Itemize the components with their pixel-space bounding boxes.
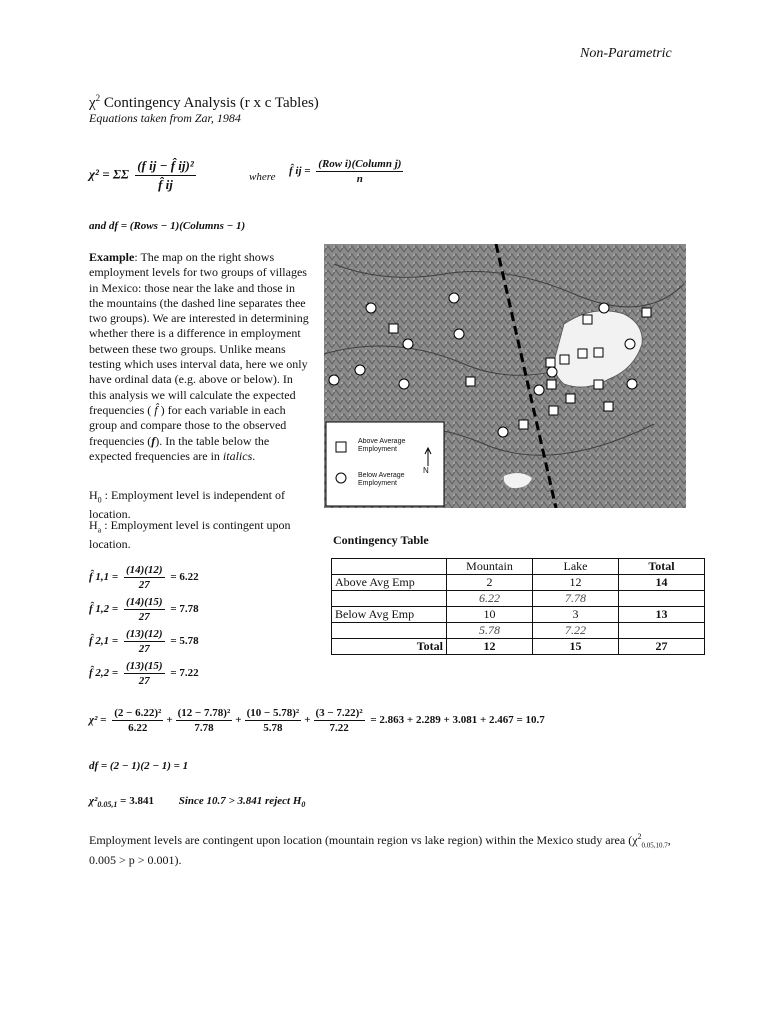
- contingency-table-wrapper: [331, 558, 705, 655]
- f-symbol: f: [151, 433, 156, 448]
- table-header-row: [332, 559, 705, 575]
- table-cell: 12: [533, 575, 619, 591]
- table-cell: 14: [619, 575, 705, 591]
- row-label: Above Avg Emp: [332, 575, 447, 591]
- page-subtitle: Equations taken from Zar, 1984: [89, 111, 241, 125]
- example-text-2: ) for each variable in each group and compare those to the observed frequencies (: [89, 402, 287, 448]
- expected-lhs: f̂ 2,1 =: [89, 635, 119, 648]
- conclusion-paragraph: [89, 829, 689, 868]
- expected-numerator: (13)(15): [125, 660, 163, 672]
- expected-lhs: f̂ 2,2 =: [89, 667, 119, 680]
- chi-calc-result: = 2.863 + 2.289 + 3.081 + 2.467 = 10.7: [370, 714, 545, 727]
- chi-term-numerator: (10 − 5.78)²: [246, 707, 300, 719]
- expected-numerator: (14)(12): [125, 564, 163, 576]
- fhat-symbol: f̂: [154, 402, 158, 417]
- chi-term-denominator: 6.22: [128, 722, 148, 734]
- example-text-3: ). In the table below the expected frequencies are in: [89, 433, 270, 463]
- table-header-cell: Total: [619, 559, 705, 575]
- row-label: Below Avg Emp: [332, 607, 447, 623]
- table-cell: 10: [447, 607, 533, 623]
- expected-frequency-1-2: [89, 596, 199, 623]
- table-cell: 12: [447, 639, 533, 655]
- alternative-hypothesis: [89, 518, 311, 552]
- chi-calc-lhs: χ² =: [89, 714, 107, 727]
- map-graphic: [324, 244, 686, 508]
- table-cell-expected: 5.78: [447, 623, 533, 639]
- expected-frequency-formula: [289, 158, 406, 185]
- expected-denominator: 27: [138, 675, 150, 687]
- h0-label: H: [89, 488, 98, 502]
- critical-lhs: χ²: [89, 795, 98, 807]
- chi-formula-lhs: χ² = ΣΣ: [89, 166, 129, 182]
- critical-number: = 3.841: [117, 795, 154, 807]
- expected-numerator: (14)(15): [125, 596, 163, 608]
- table-row: [332, 623, 705, 639]
- legend-circle-icon: [336, 473, 346, 483]
- df-calculation: df = (2 − 1)(2 − 1) = 1: [89, 760, 189, 772]
- expected-denominator: 27: [138, 611, 150, 623]
- example-label: Example: [89, 250, 135, 264]
- example-end: .: [252, 448, 256, 463]
- chi-square-formula: [89, 158, 199, 193]
- expected-denominator: 27: [138, 579, 150, 591]
- contingency-table: [331, 558, 705, 655]
- table-header-cell: Mountain: [447, 559, 533, 575]
- critical-subscript: 0.05,1: [97, 800, 118, 810]
- chi-term-numerator: (2 − 6.22)²: [114, 707, 162, 719]
- expected-result: = 6.22: [170, 571, 199, 584]
- running-header: Non-Parametric: [580, 46, 672, 61]
- row-label: [332, 623, 447, 639]
- ha-label: H: [89, 518, 98, 532]
- north-label: N: [423, 466, 429, 475]
- chi-square-calculation: χ² = $\frac{\text{(2 − 6.22)²}}{6.22}$ + $\frac{\text{(12 − 7.78)²}}{7.78}$ + $\frac{\text{(10 − 5.78)²}}{5.78}$ + $\frac{\text{(3 − 7.22)²}}{7.22}$ = 2.863 + 2.289 + 3.081 + 2.467 = 10.7: [89, 707, 545, 734]
- italics-word: italics: [222, 448, 253, 463]
- example-paragraph: [89, 250, 311, 464]
- where-label: where: [249, 171, 276, 183]
- expected-lhs: f̂ 1,1 =: [89, 571, 119, 584]
- chi-term-denominator: 7.22: [329, 722, 349, 734]
- legend-above-label: Above Average Employment: [358, 438, 406, 453]
- critical-value: [89, 795, 305, 809]
- table-cell: 13: [619, 607, 705, 623]
- chi-term-denominator: 5.78: [263, 722, 283, 734]
- title-text: Contingency Analysis (r x c Tables): [103, 95, 319, 111]
- expected-numerator: (13)(12): [125, 628, 163, 640]
- row-label: [332, 591, 447, 607]
- ha-text: : Employment level is contingent upon location.: [89, 518, 291, 552]
- chi-term-numerator: (3 − 7.22)²: [315, 707, 363, 719]
- chi-formula-numerator: (f ij − f̂ ij)²: [135, 158, 196, 176]
- table-row: [332, 591, 705, 607]
- page-title: [89, 93, 319, 112]
- h0-text: : Employment level is independent of location.: [89, 488, 285, 522]
- table-cell-expected: 7.22: [533, 623, 619, 639]
- table-cell: 3: [533, 607, 619, 623]
- expected-frequency-1-1: [89, 564, 199, 591]
- chi-term-denominator: 7.78: [194, 722, 214, 734]
- conclusion-text: Employment levels are contingent upon location (mountain region vs lake region) within the Mexico study area (χ: [89, 833, 638, 847]
- expected-frequency-2-2: [89, 660, 199, 687]
- table-cell-expected: 6.22: [447, 591, 533, 607]
- fhat-formula-denominator: n: [356, 173, 363, 185]
- conclusion-end: , 0.005 > p > 0.001).: [89, 833, 671, 868]
- expected-result: = 7.78: [170, 603, 199, 616]
- conclusion-subscript: 0.05,10.7: [641, 841, 668, 850]
- contingency-table-title: Contingency Table: [333, 533, 429, 547]
- table-cell-expected: 7.78: [533, 591, 619, 607]
- fhat-formula-numerator: (Row i)(Column j): [318, 158, 402, 170]
- legend-square-icon: [336, 442, 346, 452]
- chi-term-numerator: (12 − 7.78)²: [177, 707, 231, 719]
- total-label: Total: [332, 639, 447, 655]
- decision-text: Since 10.7 > 3.841 reject H: [178, 795, 302, 807]
- table-header-cell: [332, 559, 447, 575]
- study-area-map: [324, 244, 686, 508]
- chi-symbol: χ: [89, 95, 96, 111]
- expected-lhs: f̂ 1,2 =: [89, 603, 119, 616]
- table-row: [332, 575, 705, 591]
- table-cell: 15: [533, 639, 619, 655]
- table-cell: [619, 623, 705, 639]
- table-cell: 27: [619, 639, 705, 655]
- expected-frequency-2-1: [89, 628, 199, 655]
- chi-superscript: 2: [95, 93, 101, 103]
- chi-formula-denominator: f̂ ij: [158, 177, 173, 192]
- df-formula: and df = (Rows − 1)(Columns − 1): [89, 220, 246, 232]
- expected-denominator: 27: [138, 643, 150, 655]
- fhat-formula-lhs: f̂ ij =: [289, 165, 311, 178]
- table-header-cell: Lake: [533, 559, 619, 575]
- table-cell: 2: [447, 575, 533, 591]
- h0-subscript: 0: [97, 495, 102, 505]
- table-cell: [619, 591, 705, 607]
- conclusion-superscript: 2: [637, 832, 642, 841]
- decision-subscript: 0: [301, 800, 306, 810]
- legend-below-label: Below Average Employment: [358, 472, 405, 487]
- ha-subscript: a: [97, 525, 102, 535]
- table-total-row: [332, 639, 705, 655]
- expected-result: = 7.22: [170, 667, 199, 680]
- expected-result: = 5.78: [170, 635, 199, 648]
- table-row: [332, 607, 705, 623]
- example-text: : The map on the right shows employment levels for two groups of villages in Mexico: those near the lake and those in the mountains (the dashed line separates thee two groups). We are interested in determining whether there is a difference in employment between these two groups. Unlike means testing which uses interval data, here we only have ordinal data (e.g. above or below). In this analysis we will calculate the expected frequencies (: [89, 250, 309, 417]
